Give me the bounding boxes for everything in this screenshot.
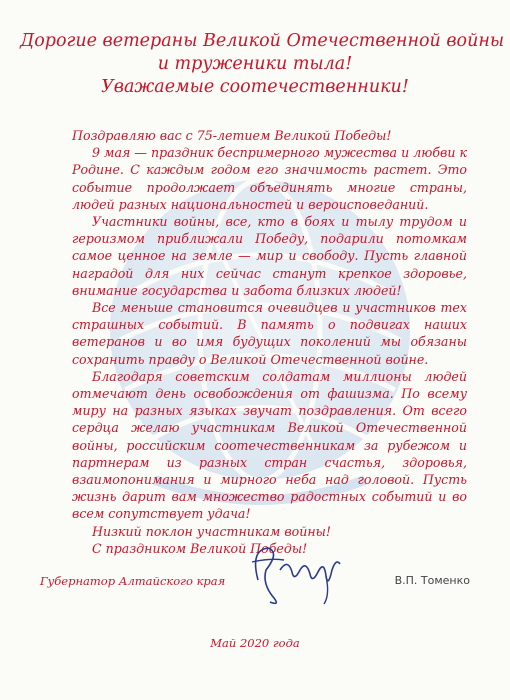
signatory-name: В.П. Томенко (394, 574, 470, 587)
paragraph-participants: Участники войны, все, кто в боях и тылу трудом и героизмом приближали Победу, подарили потомкам самое ценное на земле — мир и свободу. Пусть главной наградой для них сейчас станут крепкое здоровье, внимание государства и забота близких людей! (72, 214, 467, 298)
paragraph-congratulation: Поздравляю вас с 75-летием Великой Победы! (72, 128, 392, 143)
heading-line-3: Уважаемые соотечественники! (101, 77, 409, 97)
letter-body (72, 127, 467, 557)
heading-line-2: и труженики тыла! (157, 54, 353, 74)
letter-date: Май 2020 года (210, 636, 300, 650)
handwritten-signature (240, 540, 350, 610)
paragraph-holiday: С праздником Великой Победы! (92, 540, 308, 556)
paragraph-victory-day: 9 мая — праздник беспримерного мужества и любви к Родине. С каждым годом его значимость растет. Это событие продолжает объединять многие страны, людей разных национальностей и вероисповеданий. (72, 145, 467, 212)
governor-title: Губернатор Алтайского края (40, 574, 226, 588)
greeting-heading (20, 30, 505, 99)
paragraph-memory: Все меньше становится очевидцев и участников тех страшных событий. В память о подвигах наших ветеранов и во имя будущих поколений мы обязаны сохранить правду о Великой Отечественной войне. (72, 300, 467, 367)
paragraph-soldiers: Благодаря советским солдатам миллионы людей отмечают день освобождения от фашизма. По всему миру на разных языках звучат поздравления. От всего сердца желаю участникам Великой Отечественной войны, российским соотечественникам за рубежом и партнерам из разных стран счастья, здоровья, взаимопонимания и мирного неба над головой. Пусть жизнь дарит вам множество радостных событий и во всем сопутствует удача! (72, 368, 467, 522)
paragraph-bow: Низкий поклон участникам войны! (92, 523, 331, 539)
heading-line-1: Дорогие ветераны Великой Отечественной войны (20, 31, 505, 51)
